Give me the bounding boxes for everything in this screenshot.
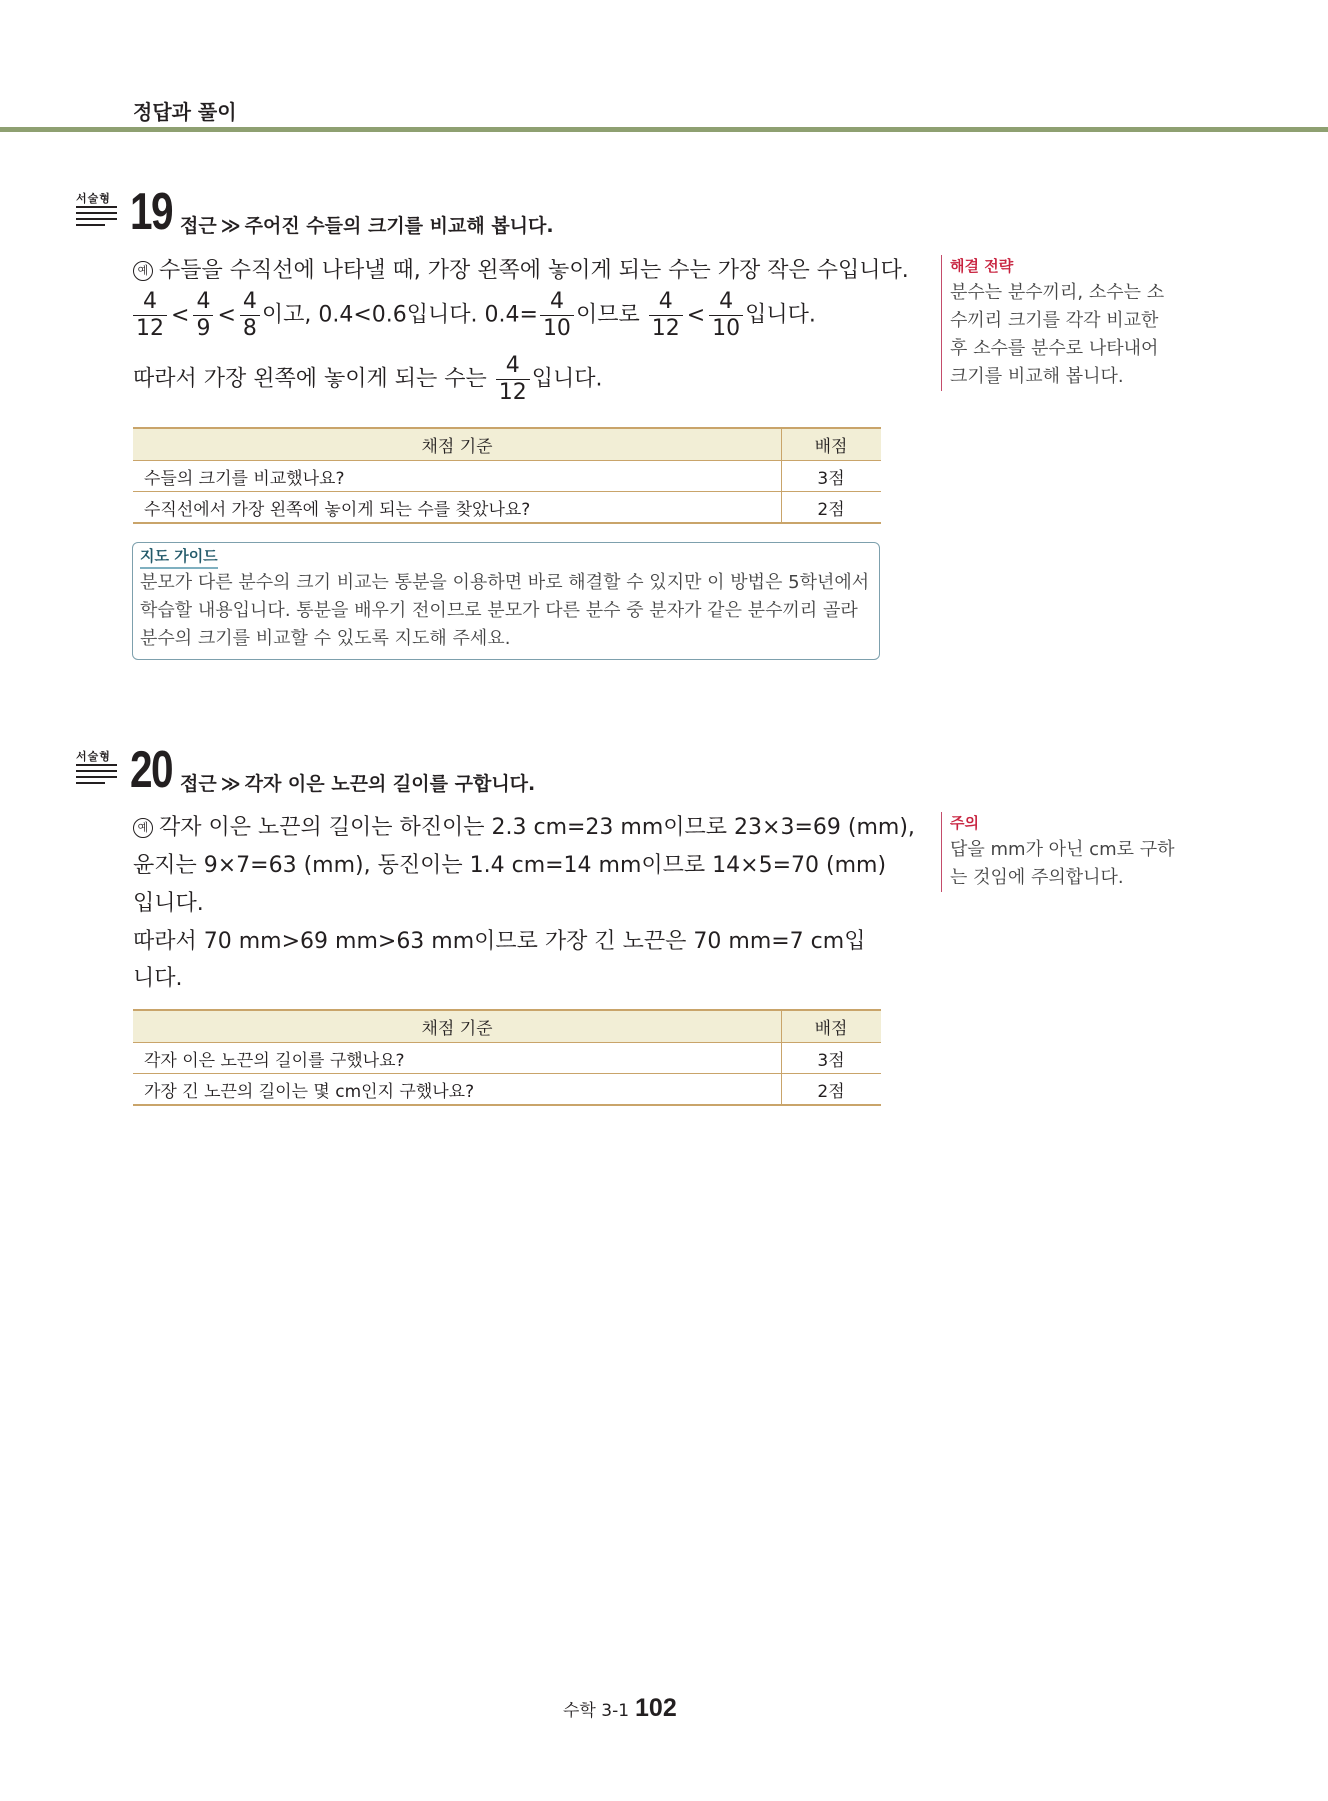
solution-text: 입니다. [531, 366, 603, 392]
solution-line [133, 810, 915, 841]
score-header: 배점 [782, 428, 882, 461]
table-row [133, 492, 881, 524]
solution-text: 각자 이은 노끈의 길이는 하진이는 2.3 cm=23 mm이므로 23×3=69 (mm), [159, 815, 915, 840]
badge-lines-icon [76, 206, 117, 230]
side-note-text [950, 836, 1195, 892]
approach-heading [180, 769, 535, 796]
page-header-title: 정답과 풀이 [133, 100, 237, 124]
approach-text: 주어진 수들의 크기를 비교해 봅니다. [244, 215, 554, 237]
footer-book: 수학 3-1 [563, 1701, 630, 1721]
fraction: $\frac{4}{10}$ [709, 289, 743, 342]
side-note-strategy [941, 255, 1195, 391]
solution-line [133, 253, 909, 284]
side-note-line: 답을 mm가 아닌 cm로 구하 [950, 839, 1175, 860]
side-note-line: 수끼리 크기를 각각 비교한 [950, 310, 1159, 331]
less-than: < [171, 302, 190, 328]
approach-text: 각자 이은 노끈의 길이를 구합니다. [244, 773, 536, 795]
side-note-line: 후 소수를 분수로 나타내어 [950, 338, 1159, 359]
guide-line: 분수의 크기를 비교할 수 있도록 지도해 주세요. [140, 628, 511, 649]
solution-fraction-line [131, 289, 816, 342]
scoring-table [133, 427, 881, 524]
solution-line: 따라서 70 mm>69 mm>63 mm이므로 가장 긴 노끈은 70 mm=7 cm입 [133, 929, 866, 954]
page-footer [563, 1694, 677, 1723]
fraction: $\frac{4}{10}$ [540, 289, 574, 342]
fraction: $\frac{4}{9}$ [193, 289, 213, 342]
solution-line: 니다. [133, 966, 183, 991]
solution-text: 이므로 [575, 302, 640, 328]
guide-text [140, 569, 880, 653]
solution-text: 따라서 가장 왼쪽에 놓이게 되는 수는 [133, 366, 487, 392]
fraction: $\frac{4}{12}$ [649, 289, 683, 342]
solution-line: 입니다. [133, 891, 204, 916]
table-header-row [133, 428, 881, 461]
problem-number: 19 [130, 183, 172, 241]
guide-line: 학습할 내용입니다. 통분을 배우기 전이므로 분모가 다른 분수 중 분자가 같은 분수끼리 골라 [140, 600, 858, 621]
side-note-line: 분수는 분수끼리, 소수는 소 [950, 282, 1165, 303]
double-arrow-icon: ≫ [220, 773, 241, 795]
fraction: $\frac{4}{12}$ [496, 353, 530, 406]
criteria-cell: 각자 이은 노끈의 길이를 구했나요? [133, 1043, 782, 1074]
example-mark: 예 [133, 261, 153, 281]
less-than: < [686, 302, 706, 328]
criteria-header: 채점 기준 [133, 1010, 782, 1043]
approach-label: 접근 [180, 215, 217, 237]
scoring-table [133, 1009, 881, 1106]
table-row [133, 1043, 881, 1074]
solution-line: 윤지는 9×7=63 (mm), 동진이는 1.4 cm=14 mm이므로 14×5=70 (mm) [133, 853, 887, 878]
approach-heading [180, 211, 554, 238]
side-note-caution [941, 812, 1195, 892]
double-arrow-icon: ≫ [220, 215, 241, 237]
solution-text: 이고, 0.4<0.6입니다. 0.4= [261, 302, 538, 328]
table-row [133, 461, 881, 492]
side-note-label: 주의 [950, 814, 979, 832]
less-than: < [217, 302, 236, 328]
side-note-line: 크기를 비교해 봅니다. [950, 366, 1124, 387]
solution-text: 입니다. [745, 302, 816, 328]
score-cell: 3점 [782, 461, 882, 492]
criteria-cell: 가장 긴 노끈의 길이는 몇 cm인지 구했나요? [133, 1074, 782, 1106]
badge-lines-icon [76, 764, 117, 788]
problem-number: 20 [130, 741, 172, 799]
page-number: 102 [635, 1694, 677, 1722]
solution-text: 수들을 수직선에 나타낼 때, 가장 왼쪽에 놓이게 되는 수는 가장 작은 수입니다. [159, 258, 909, 283]
guide-line: 분모가 다른 분수의 크기 비교는 통분을 이용하면 바로 해결할 수 있지만 이 방법은 5학년에서 [140, 572, 870, 593]
criteria-cell: 수들의 크기를 비교했나요? [133, 461, 782, 492]
criteria-header: 채점 기준 [133, 428, 782, 461]
guide-label: 지도 가이드 [140, 545, 218, 569]
table-header-row [133, 1010, 881, 1043]
example-mark: 예 [133, 818, 153, 838]
score-cell: 2점 [782, 492, 882, 524]
fraction: $\frac{4}{12}$ [133, 289, 167, 342]
header-rule [0, 127, 1328, 132]
problem-type-badge: 서술형 [76, 750, 111, 763]
side-note-text [950, 279, 1195, 391]
side-note-line: 는 것임에 주의합니다. [950, 867, 1124, 888]
problem-type-badge: 서술형 [76, 192, 111, 205]
fraction: $\frac{4}{8}$ [240, 289, 260, 342]
score-header: 배점 [782, 1010, 882, 1043]
table-row [133, 1074, 881, 1106]
approach-label: 접근 [180, 773, 217, 795]
score-cell: 3점 [782, 1043, 882, 1074]
score-cell: 2점 [782, 1074, 882, 1106]
solution-conclusion [133, 353, 603, 406]
side-note-label: 해결 전략 [950, 257, 1014, 275]
criteria-cell: 수직선에서 가장 왼쪽에 놓이게 되는 수를 찾았나요? [133, 492, 782, 524]
